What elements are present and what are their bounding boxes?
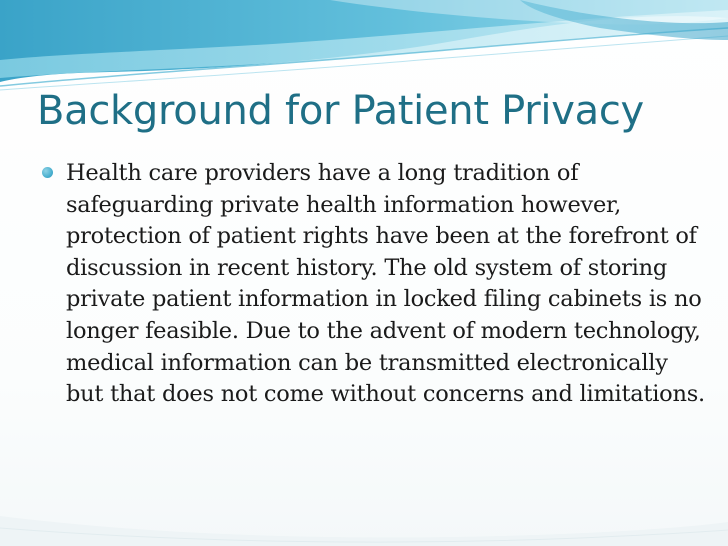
footer-wave-decoration	[0, 476, 728, 546]
bullet-text: Health care providers have a long tradition of safeguarding private health information however, protection of patient rights have been at the forefront of discussion in recent history. The old system of storing private patient information in locked filing cabinets is no longer feasible. Due to the advent of modern technology, medical information can be transmitted electronically but that does not come without concerns and limitations.	[66, 160, 705, 408]
bullet-list	[40, 158, 705, 411]
bullet-item	[40, 158, 705, 411]
round-bullet-icon	[42, 167, 53, 178]
header-wave-decoration	[0, 0, 728, 95]
slide-title: Background for Patient Privacy	[37, 88, 644, 134]
